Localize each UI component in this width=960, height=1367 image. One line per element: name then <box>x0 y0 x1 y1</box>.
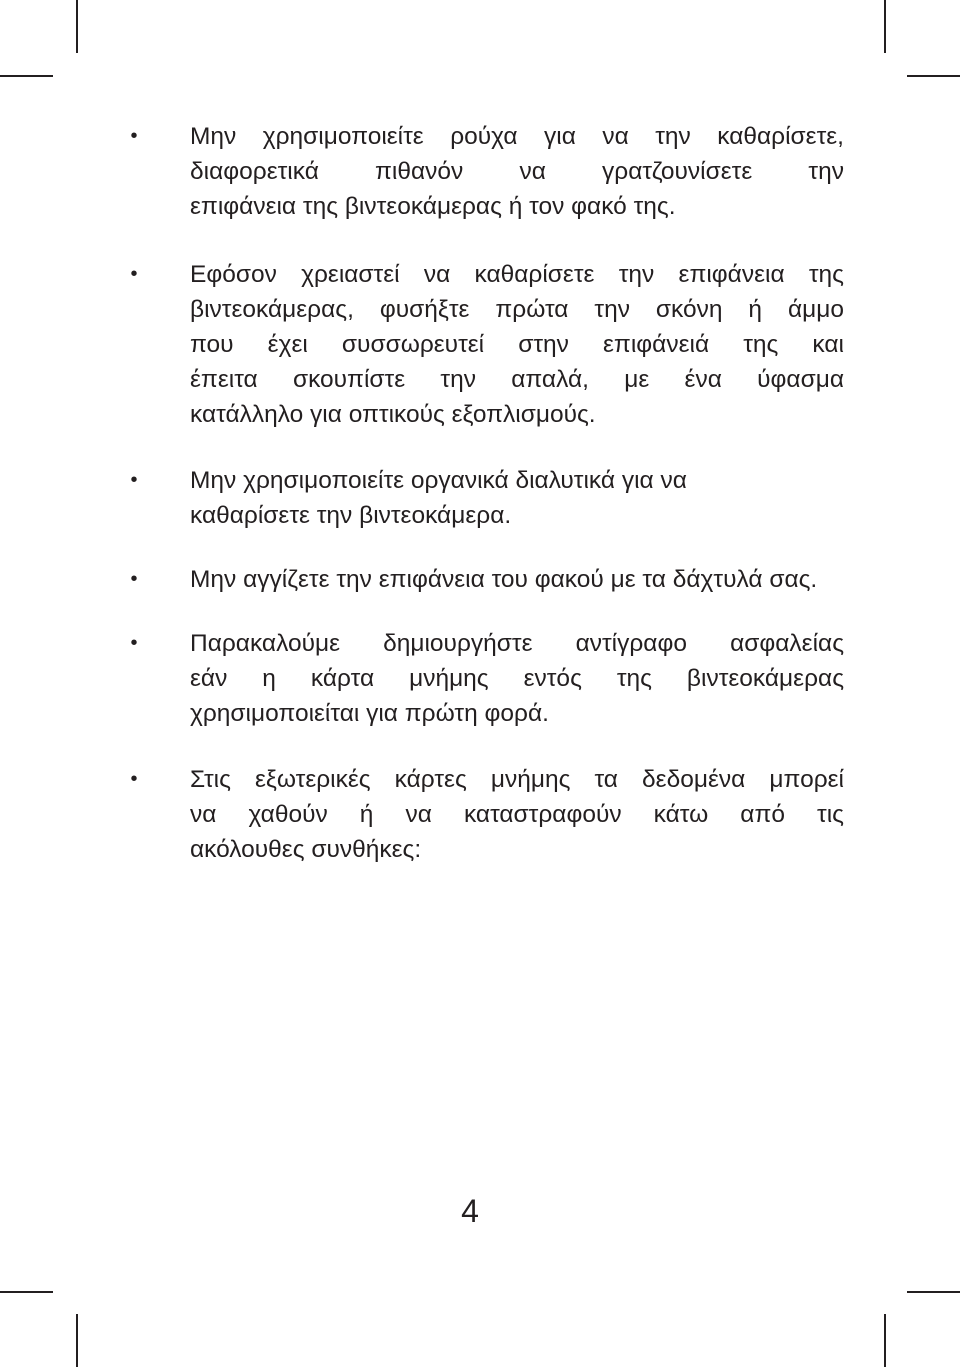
list-item <box>130 762 844 867</box>
text-line: καθαρίσετε την βιντεοκάμερα. <box>190 502 512 529</box>
text-line: Εφόσον χρειαστεί να καθαρίσετε την επιφάνεια της <box>190 261 844 288</box>
crop-mark-top-right-vertical <box>884 0 886 53</box>
text-line: να χαθούν ή να καταστραφούν κάτω από τις <box>190 801 844 828</box>
list-item <box>130 257 844 432</box>
bullet-icon: • <box>130 632 138 654</box>
page-number: 4 <box>461 1193 479 1229</box>
bullet-icon: • <box>130 768 138 790</box>
crop-mark-bottom-left-vertical <box>76 1314 78 1367</box>
text-line: ακόλουθες συνθήκες: <box>190 836 422 863</box>
text-line: επιφάνεια της βιντεοκάμερας ή τον φακό της. <box>190 193 676 220</box>
bullet-icon: • <box>130 263 138 285</box>
text-line: που έχει συσσωρευτεί στην επιφάνειά της και <box>190 331 844 358</box>
text-line: έπειτα σκουπίστε την απαλά, με ένα ύφασμα <box>190 366 844 393</box>
text-line: Στις εξωτερικές κάρτες μνήμης τα δεδομένα μπορεί <box>190 766 844 793</box>
text-line: Παρακαλούμε δημιουργήστε αντίγραφο ασφαλείας <box>190 630 844 657</box>
text-line: κατάλληλο για οπτικούς εξοπλισμούς. <box>190 401 596 428</box>
list-item <box>130 463 844 533</box>
list-item <box>130 119 844 224</box>
text-line: βιντεοκάμερας, φυσήξτε πρώτα την σκόνη ή άμμο <box>190 296 844 323</box>
text-line: χρησιμοποιείται για πρώτη φορά. <box>190 700 549 727</box>
bullet-icon: • <box>130 568 138 590</box>
text-line: Μην αγγίζετε την επιφάνεια του φακού με τα δάχτυλά σας. <box>190 566 818 593</box>
crop-mark-top-right-horizontal <box>907 75 960 77</box>
list-item <box>130 562 844 597</box>
text-line: Μην χρησιμοποιείτε ρούχα για να την καθαρίσετε, <box>190 123 844 150</box>
crop-mark-bottom-right-vertical <box>884 1314 886 1367</box>
bullet-icon: • <box>130 469 138 491</box>
crop-mark-top-left-vertical <box>76 0 78 53</box>
text-line: Μην χρησιμοποιείτε οργανικά διαλυτικά για να <box>190 467 687 494</box>
list-item <box>130 626 844 731</box>
text-line: διαφορετικά πιθανόν να γρατζουνίσετε την <box>190 158 844 185</box>
crop-mark-bottom-left-horizontal <box>0 1291 53 1293</box>
crop-mark-top-left-horizontal <box>0 75 53 77</box>
text-line: εάν η κάρτα μνήμης εντός της βιντεοκάμερας <box>190 665 844 692</box>
bullet-icon: • <box>130 125 138 147</box>
crop-mark-bottom-right-horizontal <box>907 1291 960 1293</box>
